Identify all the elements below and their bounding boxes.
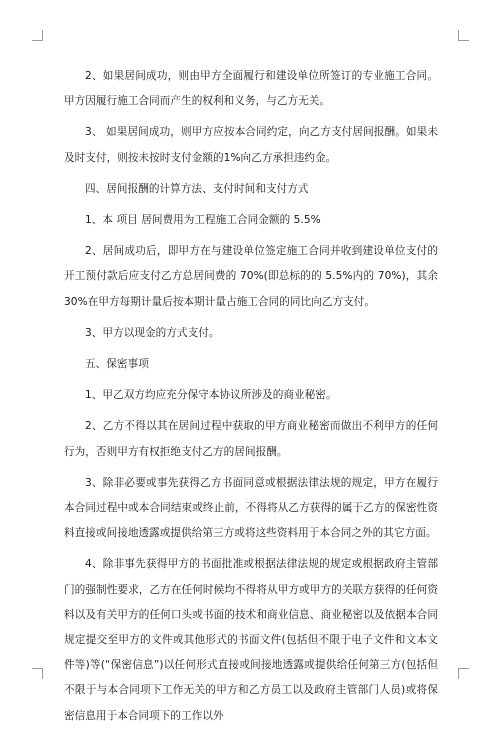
paragraph-confidentiality-2: 2、乙方不得以其在居间过程中获取的甲方商业秘密而做出不利甲方的任何行为，否则甲方有权拒绝支付乙方的居间报酬。 (64, 420, 438, 458)
paragraph-fee-rate: 1、本 项目 居间费用为工程施工合同金额的 5.5% (85, 214, 321, 227)
document-body (64, 64, 438, 729)
paragraph-confidentiality-4: 4、除非事先获得甲方的书面批准或根据法律法规的规定或根据政府主管部门的强制性要求，乙方在任何时候均不得将从甲方或甲方的关联方获得的任何资料以及有关甲方的任何口头或书面的技术和商业信息、商业秘密以及依据本合同规定提交至甲方的文件或其他形式的书面文件(包括但不限于电子文件和文本文件等)等(“保密信息”)以任何形式直接或间接地透露或提供给任何第三方(包括但不限于与本合同项下工作无关的甲方和乙方员工以及政府主管部门人员)或将保密信息用于本合同项下的工作以外 (64, 558, 438, 722)
section-heading-confidentiality: 五、保密事项 (85, 358, 149, 371)
paragraph-confidentiality-3: 3、除非必要或事先获得乙方书面同意或根据法律法规的规定，甲方在履行本合同过程中或本合同结束或终止前，不得将从乙方获得的属于乙方的保密性资料直接或间接地透露或提供给第三方或将这些资料用于本合同之外的其它方面。 (64, 476, 438, 540)
paragraph-payment-method: 3、甲方以现金的方式支付。 (85, 326, 220, 339)
paragraph-confidentiality-1: 1、甲乙双方均应充分保守本协议所涉及的商业秘密。 (85, 389, 337, 402)
crop-mark-bottom-left (32, 668, 43, 679)
section-heading-remuneration: 四、居间报酬的计算方法、支付时间和支付方式 (85, 182, 309, 195)
paragraph-payment-schedule: 2、居间成功后，即甲方在与建设单位签定施工合同并收到建设单位支付的开工预付款后应支付乙方总居间费的 70%(即总标的的 5.5%内的 70%)，其余 30%在甲方每期计量后按本期计量占施工合同的同比向乙方支付。 (64, 245, 438, 308)
paragraph-clause-2: 2、如果居间成功，则由甲方全面履行和建设单位所签订的专业施工合同。甲方因履行施工合同而产生的权利和义务，与乙方无关。 (64, 70, 438, 108)
crop-mark-top-right (458, 30, 469, 41)
paragraph-clause-3: 3、 如果居间成功，则甲方应按本合同约定，向乙方支付居间报酬。如果未及时支付，则按未按时支付金额的1%向乙方承担违约金。 (64, 126, 438, 164)
crop-mark-bottom-right (458, 668, 469, 679)
crop-mark-top-left (32, 30, 43, 41)
